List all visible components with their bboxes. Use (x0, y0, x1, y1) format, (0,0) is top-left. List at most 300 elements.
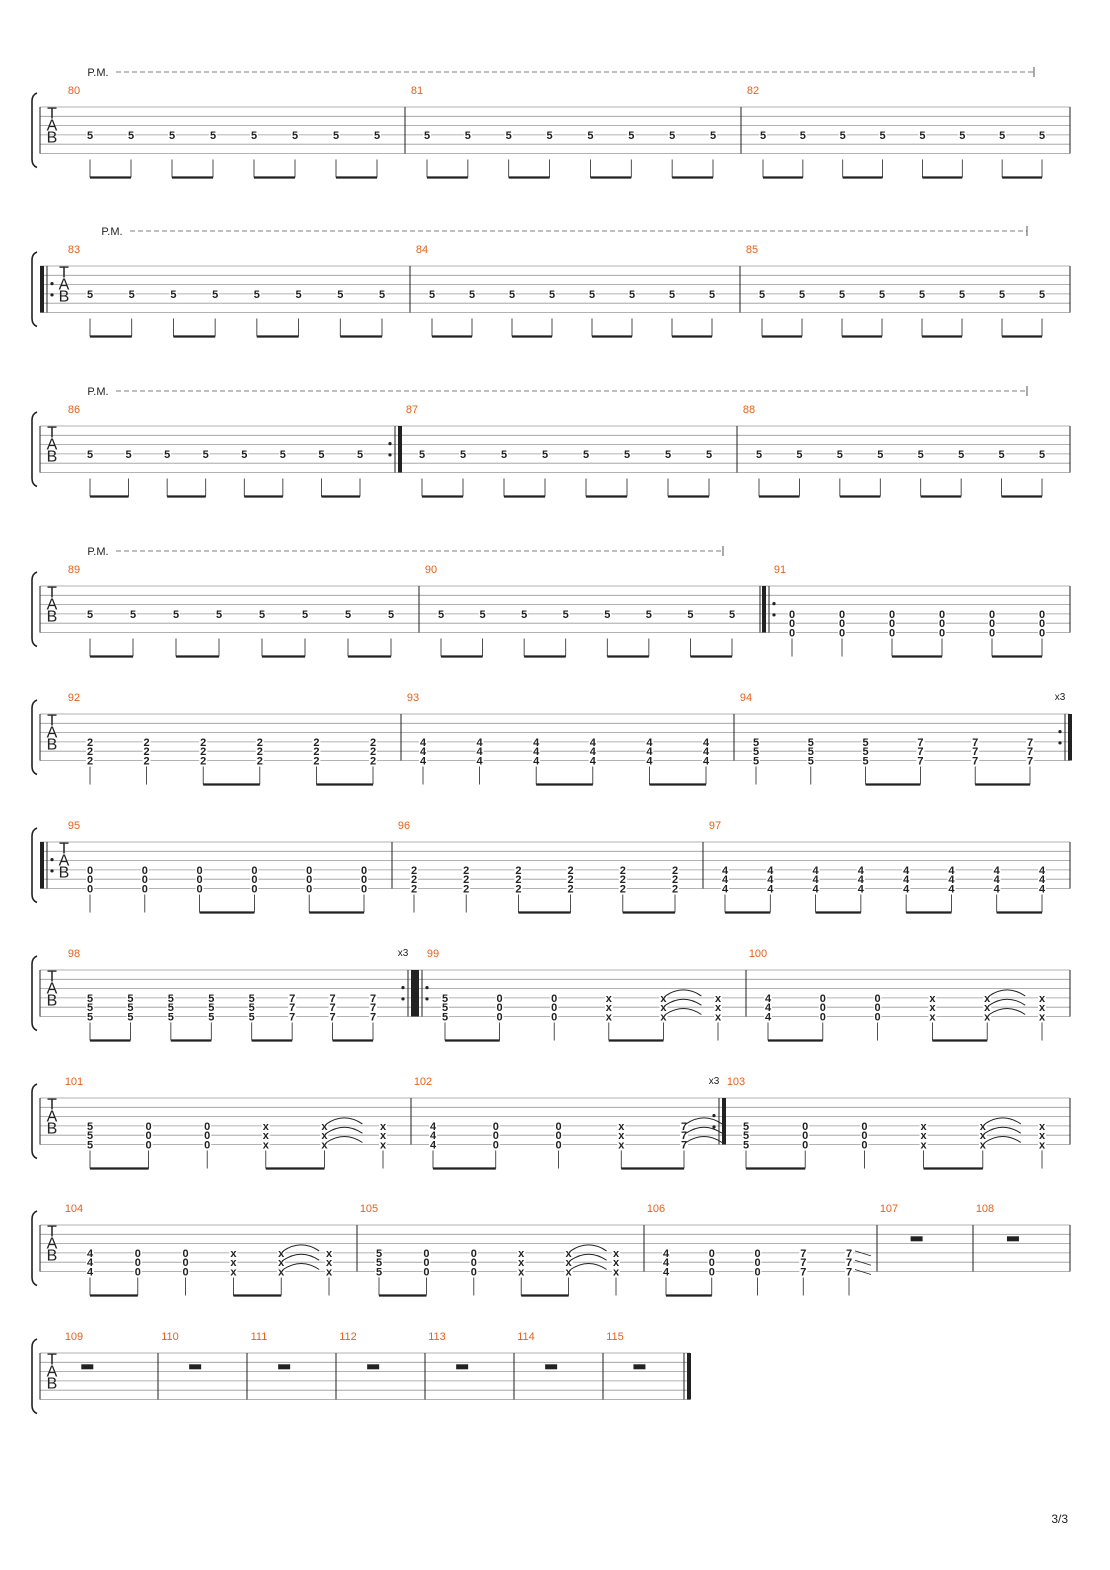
fret-number: 0 (251, 864, 258, 877)
fret-number: 2 (256, 746, 263, 759)
repeat-end-bar (411, 970, 415, 1017)
system-bracket (32, 252, 37, 327)
fret-number: 5 (86, 1120, 94, 1133)
fret-number: 2 (313, 736, 320, 749)
fret-number: 0 (196, 864, 203, 877)
fret-number: 0 (145, 1130, 152, 1143)
measure-number: 109 (64, 1331, 84, 1343)
fret-number: 5 (839, 129, 846, 142)
fret-number: 5 (332, 129, 340, 142)
fret-number: 5 (208, 992, 215, 1005)
fret-number: 7 (845, 1247, 853, 1260)
fret-number: 0 (492, 1120, 499, 1133)
fret-number: 5 (208, 1002, 215, 1015)
measure-number: 95 (67, 820, 81, 832)
fret-number: 5 (209, 129, 217, 142)
fret-number: 4 (993, 864, 1000, 877)
fret-number: 4 (86, 1247, 94, 1260)
tie-arc (326, 1137, 362, 1143)
whole-rest (545, 1364, 557, 1369)
fret-number: 0 (874, 992, 881, 1005)
fret-number: 4 (993, 883, 1000, 896)
fret-number: 0 (141, 883, 148, 896)
measure-number: 89 (67, 564, 81, 576)
fret-number: 2 (671, 883, 679, 896)
dead-note: x (920, 1130, 927, 1143)
fret-number: 2 (515, 883, 522, 896)
fret-number: 7 (800, 1247, 807, 1260)
tie-arc (985, 1127, 1021, 1133)
fret-number: 5 (628, 129, 635, 142)
fret-number: 5 (645, 608, 652, 621)
dead-note: x (518, 1266, 525, 1279)
fret-number: 5 (479, 608, 486, 621)
fret-number: 0 (888, 627, 896, 640)
dead-note: x (325, 1266, 333, 1279)
measure-number: 93 (406, 692, 420, 704)
fret-number: 0 (988, 608, 996, 621)
dead-note: x (230, 1266, 237, 1279)
fret-number: 4 (857, 864, 864, 877)
repeat-dot (401, 997, 404, 1000)
fret-number: 0 (555, 1120, 562, 1133)
tab-clef-letter: T (47, 1351, 57, 1369)
fret-number: 0 (204, 1130, 211, 1143)
fret-number: 7 (329, 1002, 336, 1015)
fret-number: 7 (917, 736, 924, 749)
fret-number: 5 (86, 129, 94, 142)
whole-rest (367, 1364, 379, 1369)
fret-number: 5 (998, 288, 1006, 301)
repeat-dot (388, 453, 391, 456)
whole-rest (456, 1364, 468, 1369)
fret-number: 2 (671, 874, 679, 887)
fret-number: 0 (551, 1011, 558, 1024)
measure-number: 107 (879, 1203, 899, 1215)
fret-number: 0 (555, 1130, 562, 1143)
fret-number: 4 (646, 746, 653, 759)
fret-number: 4 (476, 746, 483, 759)
tie-arc (571, 1264, 607, 1270)
fret-number: 0 (788, 608, 796, 621)
fret-number: 5 (164, 448, 171, 461)
repeat-dot (401, 986, 404, 989)
tab-clef-letter: T (47, 1223, 57, 1241)
tie-arc (283, 1264, 319, 1270)
fret-number: 5 (86, 448, 94, 461)
fret-number: 0 (708, 1257, 715, 1270)
dead-note: x (1038, 1002, 1046, 1015)
fret-number: 2 (369, 755, 377, 768)
repeat-dot (1058, 741, 1061, 744)
measure-number: 83 (67, 244, 81, 256)
fret-number: 4 (589, 746, 596, 759)
measure-number: 94 (739, 692, 753, 704)
fret-number: 5 (742, 1130, 750, 1143)
tab-clef-letter: T (47, 1096, 57, 1114)
repeat-dot (772, 602, 775, 605)
fret-number: 0 (145, 1120, 152, 1133)
fret-number: 0 (306, 864, 313, 877)
fret-number: 5 (172, 608, 180, 621)
fret-number: 2 (619, 883, 626, 896)
fret-number: 4 (533, 755, 540, 768)
measure-number: 99 (426, 948, 440, 960)
fret-number: 5 (441, 1011, 449, 1024)
fret-number: 2 (256, 736, 263, 749)
fret-number: 4 (812, 883, 819, 896)
fret-number: 5 (423, 129, 431, 142)
fret-number: 5 (836, 448, 843, 461)
fret-number: 5 (378, 288, 386, 301)
dead-note: x (979, 1130, 986, 1143)
fret-number: 0 (360, 883, 368, 896)
fret-number: 5 (838, 288, 846, 301)
fret-number: 5 (212, 288, 219, 301)
fret-number: 4 (702, 755, 710, 768)
fret-number: 5 (459, 448, 467, 461)
whole-rest (278, 1364, 290, 1369)
fret-number: 5 (755, 448, 763, 461)
fret-number: 5 (582, 448, 590, 461)
dead-note: x (920, 1120, 927, 1133)
fret-number: 0 (496, 992, 503, 1005)
fret-number: 2 (619, 874, 626, 887)
fret-number: 0 (802, 1130, 809, 1143)
fret-number: 0 (551, 992, 558, 1005)
fret-number: 5 (500, 448, 508, 461)
system-bracket (32, 828, 37, 903)
repeat-dot (1058, 730, 1061, 733)
measure-number: 102 (413, 1076, 433, 1088)
dead-note: x (920, 1139, 927, 1152)
tie-arc (989, 999, 1025, 1005)
fret-number: 5 (588, 288, 596, 301)
dead-note: x (605, 1011, 612, 1024)
palm-mute-label: P.M. (87, 67, 109, 79)
fret-number: 0 (988, 618, 996, 631)
repeat-dot (50, 282, 53, 285)
fret-number: 0 (802, 1139, 809, 1152)
fret-number: 7 (972, 736, 979, 749)
repeat-end-bar (1068, 714, 1072, 761)
fret-number: 0 (838, 608, 846, 621)
fret-number: 4 (903, 874, 910, 887)
tie-arc (326, 1127, 362, 1133)
measure-number: 104 (64, 1203, 84, 1215)
fret-number: 0 (86, 874, 94, 887)
measure-number: 86 (67, 404, 81, 416)
fret-number: 4 (812, 864, 819, 877)
fret-number: 0 (874, 1002, 881, 1015)
whole-rest (911, 1236, 923, 1241)
tab-clef-letter: B (46, 992, 58, 1010)
tab-clef-letter: B (46, 129, 58, 147)
fret-number: 5 (999, 129, 1006, 142)
fret-number: 5 (86, 1011, 94, 1024)
fret-number: 5 (202, 448, 209, 461)
repeat-count: x3 (1054, 692, 1066, 703)
tab-clef-letter: B (46, 1375, 58, 1393)
fret-number: 7 (289, 1011, 296, 1024)
fret-number: 5 (418, 448, 426, 461)
tab-clef-letter: T (59, 264, 69, 282)
tab-clef-letter: A (46, 724, 58, 742)
tie-arc (665, 990, 701, 996)
tab-clef-letter: A (58, 276, 70, 294)
measure-number: 115 (606, 1331, 624, 1343)
repeat-dot (388, 442, 391, 445)
fret-number: 4 (429, 1139, 437, 1152)
repeat-start-bar (415, 970, 419, 1017)
fret-number: 2 (143, 755, 150, 768)
tab-clef-letter: A (46, 436, 58, 454)
measure-number: 111 (250, 1331, 268, 1343)
fret-number: 2 (256, 755, 263, 768)
fret-number: 0 (788, 627, 796, 640)
fret-number: 0 (938, 618, 946, 631)
fret-number: 5 (664, 448, 672, 461)
fret-number: 5 (86, 288, 94, 301)
dead-note: x (278, 1257, 285, 1270)
fret-number: 5 (127, 129, 135, 142)
dead-note: x (660, 1011, 667, 1024)
fret-number: 7 (680, 1120, 688, 1133)
whole-rest (189, 1364, 201, 1369)
fret-number: 7 (369, 992, 377, 1005)
tie-arc (989, 990, 1025, 996)
fret-number: 5 (759, 129, 767, 142)
tie-arc (985, 1118, 1021, 1124)
tie-arc (283, 1245, 319, 1251)
fret-number: 7 (680, 1130, 688, 1143)
tie-arc (686, 1127, 722, 1133)
tab-system (32, 546, 1070, 657)
whole-rest (633, 1364, 645, 1369)
dead-note: x (929, 1011, 936, 1024)
tab-clef-letter: T (59, 840, 69, 858)
fret-number: 5 (167, 1011, 174, 1024)
fret-number: 4 (86, 1266, 94, 1279)
fret-number: 5 (669, 129, 676, 142)
fret-number: 0 (251, 883, 258, 896)
fret-number: 2 (515, 874, 522, 887)
fret-number: 5 (548, 288, 556, 301)
fret-number: 5 (375, 1266, 383, 1279)
fret-number: 2 (567, 864, 574, 877)
measure-number: 81 (410, 85, 424, 97)
fret-number: 4 (589, 755, 596, 768)
fret-number: 4 (86, 1257, 94, 1270)
fret-number: 5 (807, 736, 814, 749)
tab-clef-letter: B (46, 1120, 58, 1138)
repeat-dot (772, 613, 775, 616)
repeat-count: x3 (397, 948, 409, 959)
measure-number: 88 (742, 404, 756, 416)
slide-mark (855, 1270, 871, 1275)
fret-number: 5 (998, 448, 1005, 461)
fret-number: 0 (788, 618, 796, 631)
tab-clef-letter: A (46, 1108, 58, 1126)
fret-number: 5 (375, 1257, 383, 1270)
fret-number: 2 (86, 746, 94, 759)
fret-number: 0 (182, 1257, 189, 1270)
fret-number: 2 (200, 746, 207, 759)
fret-number: 0 (134, 1257, 141, 1270)
fret-number: 5 (628, 288, 636, 301)
tab-clef-letter: B (46, 736, 58, 754)
fret-number: 0 (1038, 608, 1046, 621)
fret-number: 4 (857, 883, 864, 896)
fret-number: 0 (86, 864, 94, 877)
fret-number: 4 (1038, 883, 1046, 896)
fret-number: 5 (546, 129, 553, 142)
fret-number: 5 (375, 1247, 383, 1260)
fret-number: 2 (567, 883, 574, 896)
fret-number: 5 (168, 129, 176, 142)
dead-note: x (518, 1247, 525, 1260)
fret-number: 5 (125, 448, 132, 461)
dead-note: x (565, 1266, 572, 1279)
fret-number: 5 (958, 288, 966, 301)
fret-number: 4 (767, 883, 774, 896)
fret-number: 5 (468, 288, 476, 301)
tab-clef-letter: B (46, 448, 58, 466)
fret-number: 0 (988, 627, 996, 640)
fret-number: 5 (215, 608, 223, 621)
repeat-dot (50, 869, 53, 872)
dead-note: x (714, 992, 722, 1005)
fret-number: 5 (253, 288, 260, 301)
fret-number: 2 (86, 755, 94, 768)
whole-rest (81, 1364, 93, 1369)
fret-number: 7 (917, 746, 924, 759)
fret-number: 0 (819, 992, 826, 1005)
fret-number: 0 (861, 1139, 868, 1152)
dead-note: x (979, 1139, 986, 1152)
fret-number: 4 (721, 883, 729, 896)
fret-number: 5 (862, 736, 869, 749)
repeat-start-bar (40, 842, 44, 889)
dead-note: x (612, 1257, 620, 1270)
dead-note: x (565, 1247, 572, 1260)
fret-number: 0 (802, 1120, 809, 1133)
fret-number: 5 (959, 129, 966, 142)
fret-number: 4 (1038, 864, 1046, 877)
fret-number: 4 (903, 864, 910, 877)
fret-number: 4 (646, 755, 653, 768)
system-bracket (32, 412, 37, 487)
fret-number: 5 (799, 129, 806, 142)
fret-number: 0 (141, 874, 148, 887)
tab-clef-letter: A (58, 852, 70, 870)
dead-note: x (979, 1120, 986, 1133)
tie-arc (571, 1254, 607, 1260)
fret-number: 0 (141, 864, 148, 877)
system-bracket (32, 956, 37, 1031)
fret-number: 4 (857, 874, 864, 887)
fret-number: 7 (1026, 736, 1034, 749)
fret-number: 5 (752, 746, 760, 759)
fret-number: 5 (167, 992, 174, 1005)
measure-number: 110 (161, 1331, 179, 1343)
fret-number: 0 (838, 618, 846, 631)
fret-number: 0 (470, 1257, 477, 1270)
palm-mute-label: P.M. (101, 226, 123, 238)
tab-clef-letter: B (46, 1247, 58, 1265)
tab-system (32, 1339, 691, 1414)
fret-number: 7 (369, 1002, 377, 1015)
fret-number: 0 (819, 1002, 826, 1015)
dead-note: x (379, 1120, 387, 1133)
fret-number: 5 (295, 288, 302, 301)
fret-number: 5 (86, 992, 94, 1005)
dead-note: x (565, 1257, 572, 1270)
tie-arc (665, 999, 701, 1005)
fret-number: 5 (170, 288, 177, 301)
system-bracket (32, 572, 37, 647)
fret-number: 4 (948, 883, 955, 896)
dead-note: x (1038, 992, 1046, 1005)
fret-number: 5 (86, 1002, 94, 1015)
dead-note: x (984, 1011, 991, 1024)
measure-number: 97 (708, 820, 722, 832)
fret-number: 2 (200, 755, 207, 768)
fret-number: 5 (919, 129, 926, 142)
fret-number: 5 (668, 288, 676, 301)
fret-number: 5 (373, 129, 381, 142)
fret-number: 5 (742, 1120, 750, 1133)
fret-number: 0 (423, 1266, 430, 1279)
measure-number: 92 (67, 692, 81, 704)
fret-number: 5 (291, 129, 299, 142)
tab-clef-letter: A (46, 980, 58, 998)
measure-number: 82 (746, 85, 760, 97)
fret-number: 0 (306, 883, 313, 896)
fret-number: 5 (508, 288, 516, 301)
dead-note: x (262, 1139, 269, 1152)
fret-number: 5 (279, 448, 286, 461)
dead-note: x (612, 1247, 620, 1260)
slide-mark (855, 1251, 871, 1256)
fret-number: 0 (1038, 627, 1046, 640)
fret-number: 4 (1038, 874, 1046, 887)
fret-number: 0 (145, 1139, 152, 1152)
tie-arc (686, 1137, 722, 1143)
measure-number: 96 (397, 820, 411, 832)
fret-number: 2 (619, 864, 626, 877)
fret-number: 0 (1038, 618, 1046, 631)
fret-number: 0 (838, 627, 846, 640)
fret-number: 4 (646, 736, 653, 749)
fret-number: 5 (248, 1011, 255, 1024)
repeat-dot (50, 858, 53, 861)
fret-number: 2 (410, 883, 418, 896)
fret-number: 0 (708, 1266, 715, 1279)
fret-number: 4 (429, 1130, 437, 1143)
fret-number: 5 (248, 1002, 255, 1015)
tab-clef-letter: A (46, 1235, 58, 1253)
fret-number: 5 (877, 448, 884, 461)
fret-number: 0 (492, 1139, 499, 1152)
dead-note: x (1038, 1139, 1046, 1152)
fret-number: 2 (143, 746, 150, 759)
fret-number: 0 (496, 1002, 503, 1015)
palm-mute-label: P.M. (87, 386, 109, 398)
fret-number: 0 (134, 1266, 141, 1279)
fret-number: 7 (1026, 755, 1034, 768)
measure-number: 100 (748, 948, 768, 960)
